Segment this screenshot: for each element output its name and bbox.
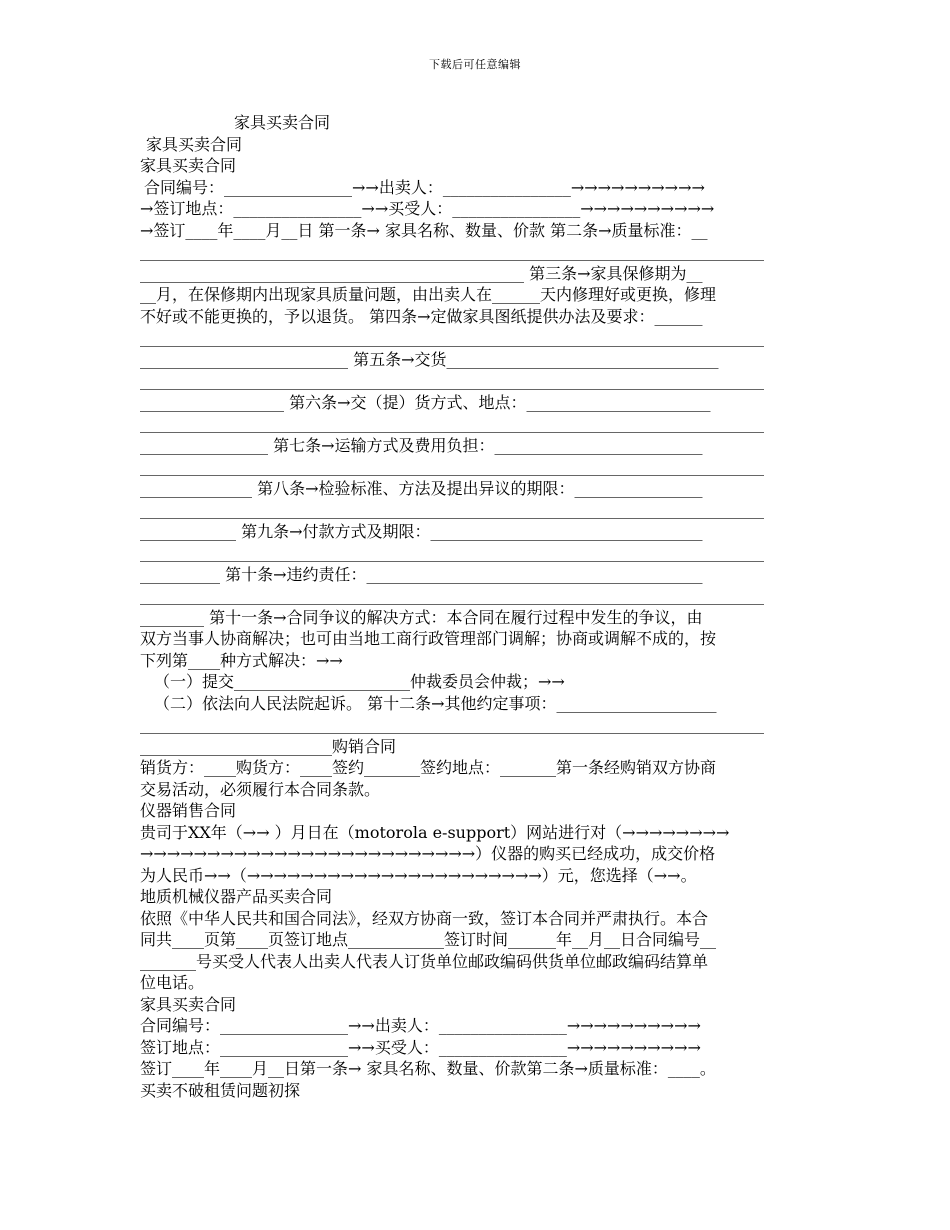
blank-line: ______________________________________________________________________________ [140, 543, 764, 562]
contract-line: ________ 第十一条→合同争议的解决方式：本合同在履行过程中发生的争议，由 [140, 607, 703, 627]
contract-line: 位电话。 [140, 973, 205, 992]
contract-line: _______号买受人代表人出卖人代表人订货单位邮政编码供货单位邮政编码结算单 [140, 951, 709, 971]
blank-line: ______________________________________________________________________________ [140, 328, 764, 347]
page-header-note: 下载后可任意编辑 [429, 58, 521, 71]
blank-line: ______________________________________________________________________________ [140, 414, 764, 433]
contract-line: 贵司于XX年（→→ ）月日在（motorola e-support）网站进行对（→→→→→→→→ [140, 822, 730, 842]
contract-line: （一）提交______________________仲裁委员会仲裁；→→ [154, 672, 565, 691]
doc-title-2: 家具买卖合同 [146, 134, 243, 154]
blank-line: ______________________________________________________________________________ [140, 242, 764, 261]
contract-line: __月，在保修期内出现家具质量问题，由出卖人在______天内修理好或更换，修理 [140, 285, 717, 304]
contract-line: 依照《中华人民共和国合同法》，经双方协商一致，签订本合同并严肃执行。本合 [140, 908, 709, 928]
contract-line: 同共____页第____页签订地点____________签订时间______年__月__日合同编号__ [140, 930, 717, 949]
contract-line: 双方当事人协商解决；也可由当地工商行政管理部门调解；协商或调解不成的，按 [140, 629, 717, 648]
section-title: 地质机械仪器产品买卖合同 [140, 887, 333, 906]
contract-line: __________________ 第六条→交（提）货方式、地点：_______________________ [140, 392, 711, 412]
contract-line: 销货方：____购货方：____签约_______签约地点：_______第一条经购销双方协商 [140, 758, 717, 777]
contract-line: 交易活动，必须履行本合同条款。 [140, 779, 381, 799]
blank-line: ______________________________________________________________________________ [140, 715, 764, 734]
section-title: 仪器销售合同 [140, 801, 237, 820]
blank-line: ______________________________________________________________________________ [140, 586, 764, 605]
contract-line: 下列第____种方式解决：→→ [140, 650, 343, 670]
contract-line: 签订地点：________________→→买受人：________________→→→→→→→→→→ [140, 1037, 701, 1057]
contract-line: →→→→→→→→→→→→→→→→→→→→→→→→→）仪器的购买已经成功，成交价格 [140, 844, 716, 863]
contract-line: （二）依法向人民法院起诉。 第十二条→其他约定事项：____________________ [154, 693, 717, 713]
contract-line: ________________ 第七条→运输方式及费用负担：__________________________ [140, 435, 703, 455]
contract-line: ________________________________________________ 第三条→家具保修期为__ [140, 263, 703, 283]
document-body [140, 112, 810, 1101]
contract-line: 合同编号：________________→→出卖人：________________→→→→→→→→→→ [140, 1016, 701, 1035]
section-title: 家具买卖合同 [140, 994, 237, 1014]
blank-line: ______________________________________________________________________________ [140, 500, 764, 519]
blank-line: ______________________________________________________________________________ [140, 371, 764, 390]
contract-line: __________________________ 第五条→交货__________________________________ [140, 349, 719, 369]
contract-line: ________________________购销合同 [140, 736, 397, 756]
contract-line: →签订____年____月__日 第一条→ 家具名称、数量、价款 第二条→质量标准：__ [140, 220, 708, 240]
contract-line: 合同编号：________________→→出卖人：________________→→→→→→→→→→ [144, 177, 705, 197]
contract-line: 签订____年____月__日第一条→ 家具名称、数量、价款第二条→质量标准：____。 [140, 1059, 716, 1078]
contract-line: ______________ 第八条→检验标准、方法及提出异议的期限：________________ [140, 478, 703, 498]
contract-line: __________ 第十条→违约责任：__________________________________________ [140, 564, 703, 584]
section-title: 买卖不破租赁问题初探 [140, 1080, 301, 1100]
contract-line: →签订地点：________________→→买受人：________________→→→→→→→→→→ [140, 199, 715, 218]
doc-title-3: 家具买卖合同 [140, 156, 237, 175]
doc-title-1: 家具买卖合同 [234, 113, 331, 132]
contract-line: 不好或不能更换的，予以退货。 第四条→定做家具图纸提供办法及要求：______ [140, 306, 703, 326]
blank-line: ______________________________________________________________________________ [140, 457, 764, 476]
contract-line: ____________ 第九条→付款方式及期限：__________________________________ [140, 521, 703, 541]
contract-line: 为人民币→→（→→→→→→→→→→→→→→→→→→→→→→）元，您选择（→→。 [140, 865, 697, 885]
